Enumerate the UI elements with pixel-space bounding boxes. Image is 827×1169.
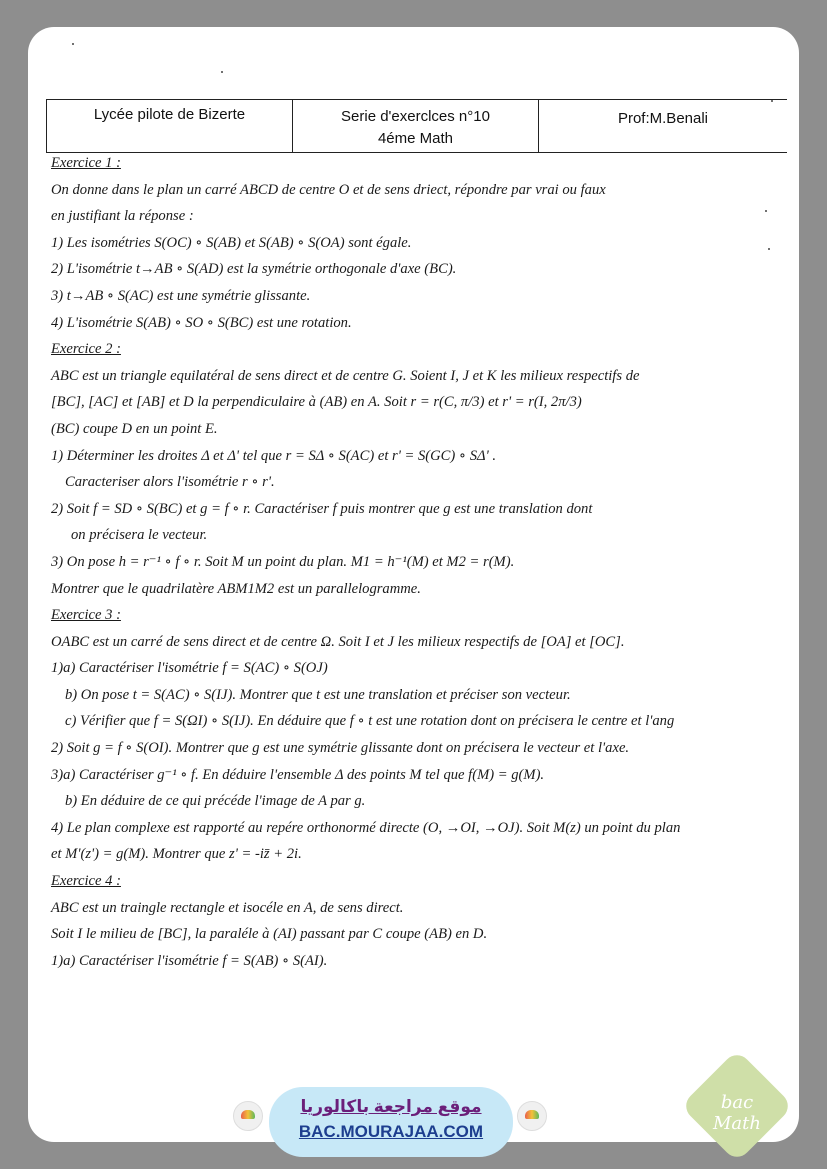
book-logo-icon — [517, 1101, 547, 1131]
bac-math-logo-text: bac Math — [713, 1092, 761, 1134]
teacher-name: Prof:M.Benali — [617, 110, 709, 127]
text-line: 3) On pose h = r⁻¹ ∘ f ∘ r. Soit M un point du plan. M1 = h⁻¹(M) et M2 = r(M). — [51, 553, 515, 570]
text-line: 1) Les isométries S(OC) ∘ S(AB) et S(AB) ∘ S(OA) sont égale. — [51, 234, 412, 251]
text-line: 2) L'isométrie t→AB ∘ S(AD) est la symétrie orthogonale d'axe (BC). — [51, 261, 457, 278]
text-line: Soit I le milieu de [BC], la paraléle à (AI) passant par C coupe (AB) en D. — [51, 926, 488, 943]
series-number: Serie d'exerclces n°10 — [341, 108, 490, 125]
text-line: (BC) coupe D en un point E. — [51, 420, 218, 437]
text-line: on précisera le vecteur. — [71, 527, 208, 544]
text-line: 2) Soit f = SD ∘ S(BC) et g = f ∘ r. Caractériser f puis montrer que g est une translation dont — [51, 500, 593, 517]
scan-speck — [72, 43, 74, 45]
text-line: On donne dans le plan un carré ABCD de centre O et de sens driect, répondre par vrai ou faux — [51, 181, 606, 198]
series-class: 4éme Math — [377, 130, 454, 147]
text-line: ABC est un triangle equilatéral de sens direct et de centre G. Soient I, J et K les milieux respectifs de — [51, 367, 640, 384]
scan-speck — [221, 71, 223, 73]
text-line: b) En déduire de ce qui précéde l'image de A par g. — [65, 793, 366, 810]
book-logo-icon — [233, 1101, 263, 1131]
text-line: 4) L'isométrie S(AB) ∘ SO ∘ S(BC) est une rotation. — [51, 314, 352, 331]
exercise-text — [51, 150, 771, 974]
text-line: 1)a) Caractériser l'isométrie f = S(AC) ∘ S(OJ) — [51, 660, 328, 677]
exercise-heading: Exercice 1 : — [51, 155, 121, 171]
text-line: 3) t→AB ∘ S(AC) est une symétrie glissante. — [51, 287, 311, 304]
text-line: 1) Déterminer les droites Δ et Δ' tel que r = SΔ ∘ S(AC) et r' = S(GC) ∘ SΔ' . — [51, 447, 496, 464]
header-table — [46, 99, 787, 153]
site-name-arabic[interactable]: موقع مراجعة باكالوريا — [300, 1097, 482, 1116]
text-line: OABC est un carré de sens direct et de centre Ω. Soit I et J les milieux respectifs de [OA] et [OC]. — [51, 633, 625, 650]
site-url[interactable]: BAC.MOURAJAA.COM — [298, 1122, 484, 1141]
text-line: c) Vérifier que f = S(ΩI) ∘ S(IJ). En déduire que f ∘ t est une rotation dont on précisera le centre et l'ang — [65, 713, 675, 730]
text-line: Caracteriser alors l'isométrie r ∘ r'. — [65, 474, 275, 491]
exercise-heading: Exercice 3 : — [51, 607, 121, 624]
site-banner[interactable] — [269, 1087, 513, 1157]
text-line: b) On pose t = S(AC) ∘ S(IJ). Montrer que t est une translation et préciser son vecteur. — [65, 686, 571, 703]
text-line: [BC], [AC] et [AB] et D la perpendiculaire à (AB) en A. Soit r = r(C, π/3) et r' = r(I, 2π/3) — [51, 394, 582, 411]
exercise-heading: Exercice 4 : — [51, 873, 121, 890]
text-line: 4) Le plan complexe est rapporté au repére orthonormé directe (O, →OI, →OJ). Soit M(z) un point du plan — [51, 819, 681, 836]
text-line: ABC est un traingle rectangle et isocéle en A, de sens direct. — [51, 899, 404, 916]
text-line: en justifiant la réponse : — [51, 208, 194, 225]
exercise-heading: Exercice 2 : — [51, 341, 121, 358]
text-line: 1)a) Caractériser l'isométrie f = S(AB) ∘ S(AI). — [51, 952, 328, 969]
series-title — [293, 100, 539, 152]
school-name: Lycée pilote de Bizerte — [47, 100, 293, 152]
text-line: et M'(z') = g(M). Montrer que z' = -iz̄ + 2i. — [51, 846, 302, 863]
text-line: 2) Soit g = f ∘ S(OI). Montrer que g est une symétrie glissante dont on précisera le vecteur et l'axe. — [51, 740, 630, 757]
text-line: Montrer que le quadrilatère ABM1M2 est un parallelogramme. — [51, 580, 421, 597]
text-line: 3)a) Caractériser g⁻¹ ∘ f. En déduire l'ensemble Δ des points M tel que f(M) = g(M). — [51, 766, 545, 783]
